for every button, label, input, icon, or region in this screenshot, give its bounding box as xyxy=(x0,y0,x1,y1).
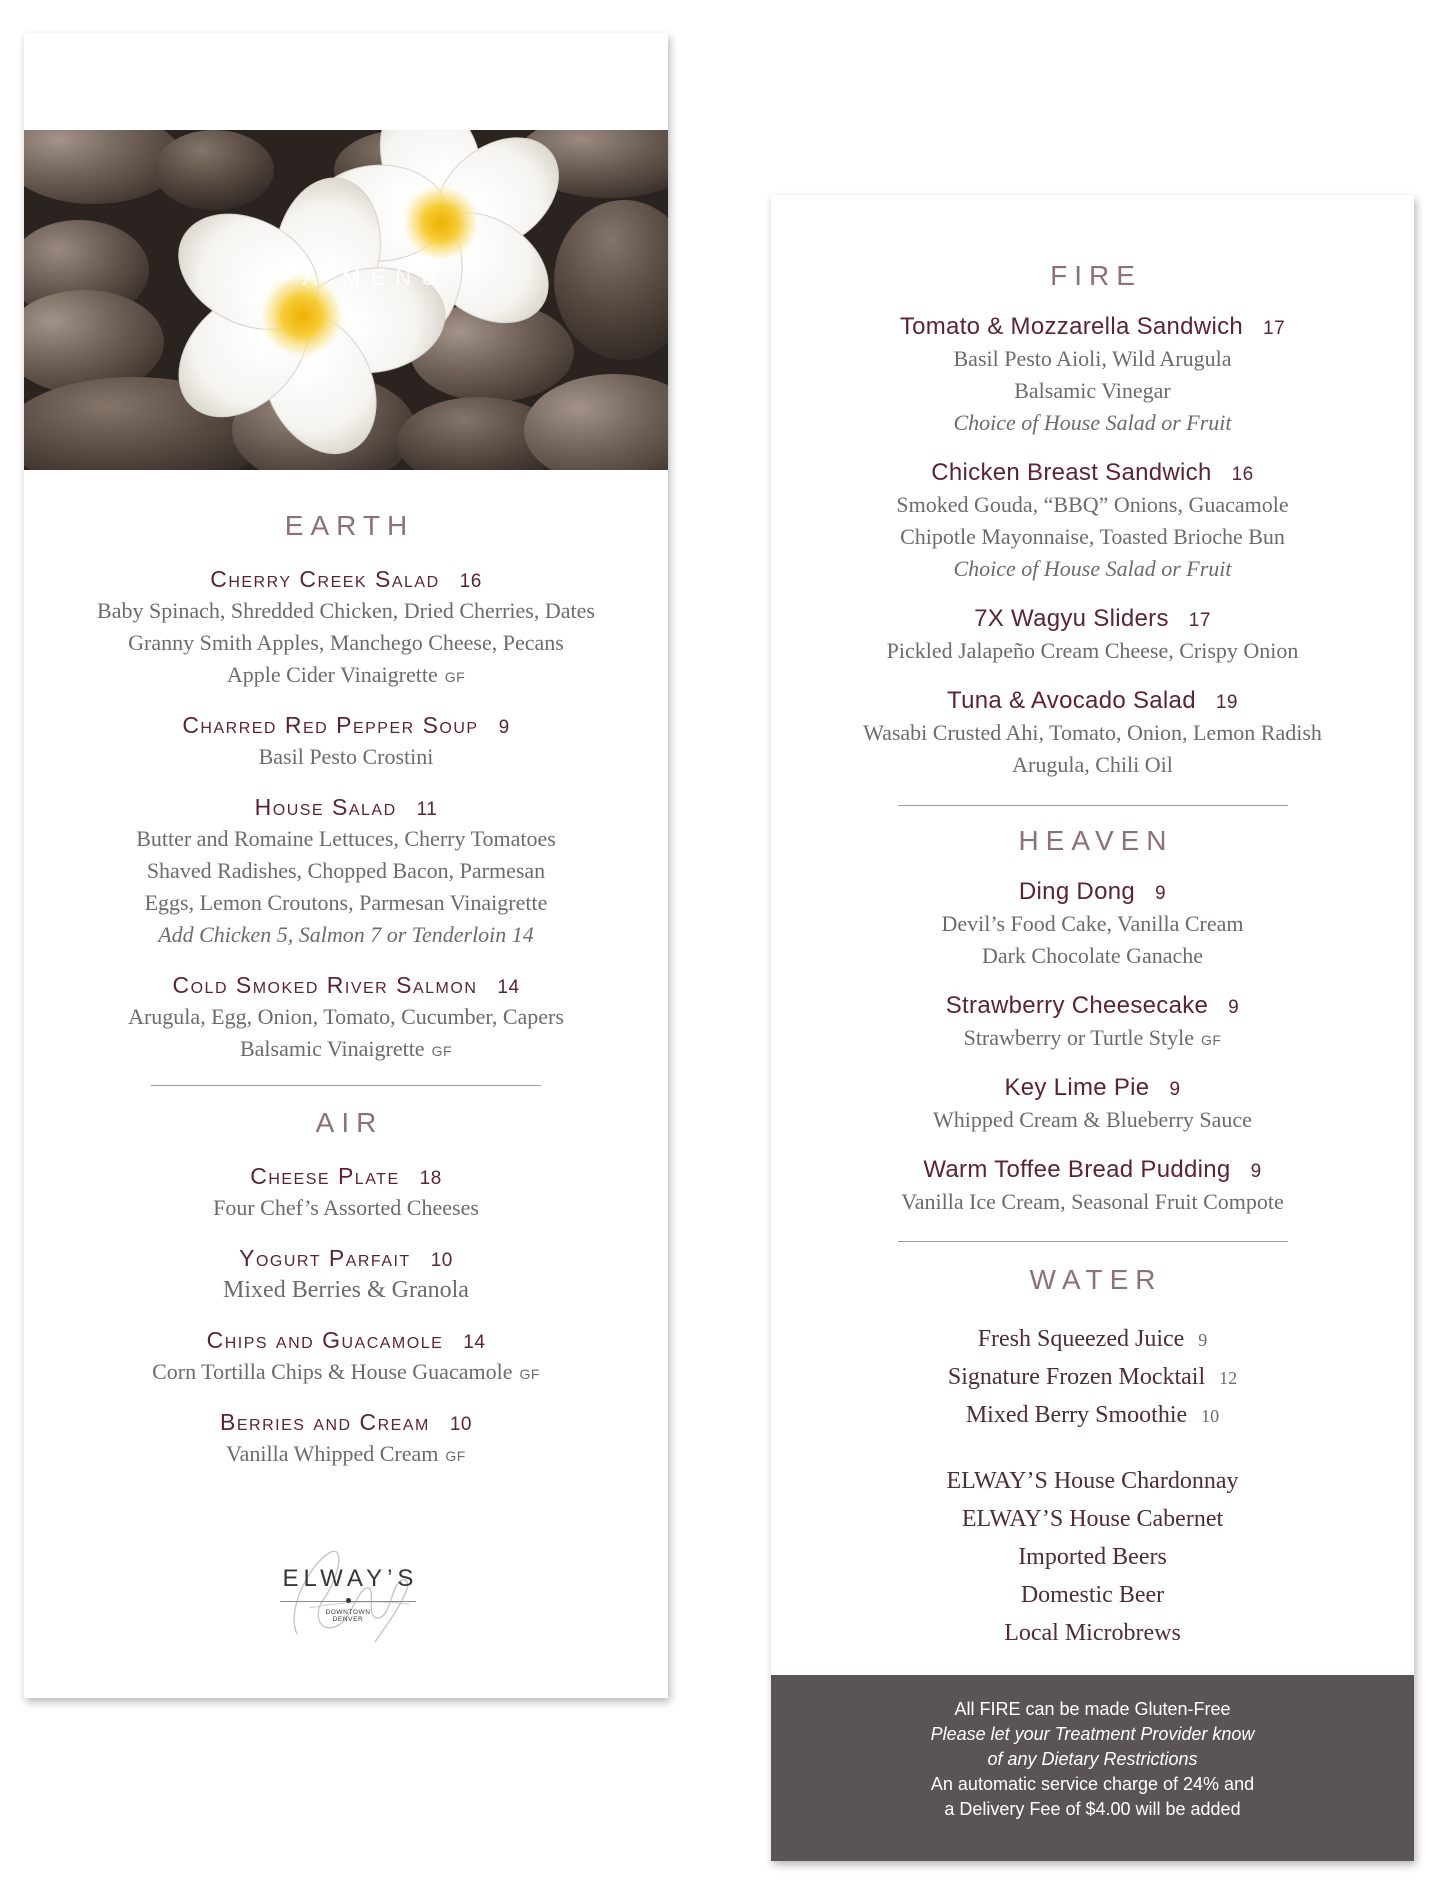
drink-item xyxy=(771,1320,1414,1358)
gf-tag: GF xyxy=(445,1448,466,1464)
menu-title: SPA MENU xyxy=(254,265,448,290)
elways-logo xyxy=(248,1538,448,1658)
item-note: Choice of House Salad or Fruit xyxy=(953,556,1232,581)
item-description: Four Chef’s Assorted Cheeses xyxy=(213,1195,479,1220)
item-name: Chicken Breast Sandwich xyxy=(931,459,1212,486)
logo-dot xyxy=(346,1598,351,1603)
item-title-line xyxy=(24,791,668,823)
item-price: 9 xyxy=(1250,1161,1262,1182)
section-heading: EARTH xyxy=(284,510,415,541)
item-title-line xyxy=(24,709,668,741)
menu-item xyxy=(24,563,668,691)
drink-price: 12 xyxy=(1219,1368,1238,1388)
item-name: Cherry Creek Salad xyxy=(210,566,440,592)
item-title-line xyxy=(771,990,1414,1022)
footer-line: Please let your Treatment Provider know xyxy=(930,1724,1255,1744)
drink-name: Fresh Squeezed Juice xyxy=(977,1326,1185,1352)
bar-item: Imported Beers xyxy=(1018,1544,1167,1570)
item-description-line xyxy=(24,1033,668,1065)
item-title-line xyxy=(771,311,1414,343)
item-description: Basil Pesto Aioli, Wild Arugula xyxy=(953,346,1232,371)
item-name: Tomato & Mozzarella Sandwich xyxy=(899,313,1244,340)
item-note: Add Chicken 5, Salmon 7 or Tenderloin 14 xyxy=(158,922,534,947)
item-title-line xyxy=(771,1072,1414,1104)
menu-item xyxy=(24,969,668,1065)
item-price: 9 xyxy=(1228,997,1240,1018)
item-name: Key Lime Pie xyxy=(1004,1074,1150,1101)
footer-line: All FIRE can be made Gluten-Free xyxy=(954,1699,1231,1719)
item-name: 7X Wagyu Sliders xyxy=(974,605,1169,632)
item-description: Wasabi Crusted Ahi, Tomato, Onion, Lemon Radish xyxy=(863,720,1322,745)
item-price: 18 xyxy=(419,1168,442,1189)
item-description: Dark Chocolate Ganache xyxy=(981,943,1204,968)
frangipani-stones-image xyxy=(24,130,668,470)
item-name: Cheese Plate xyxy=(250,1163,400,1189)
menu-section-water xyxy=(771,1260,1414,1652)
item-name: Yogurt Parfait xyxy=(239,1245,411,1271)
item-price: 16 xyxy=(459,571,482,592)
item-description: Granny Smith Apples, Manchego Cheese, Pecans xyxy=(128,630,564,655)
item-title-line xyxy=(771,457,1414,489)
logo-location-line-2: DENVER xyxy=(332,1616,364,1623)
gf-tag: GF xyxy=(444,669,466,685)
menu-item xyxy=(771,685,1414,781)
item-description: Pickled Jalapeño Cream Cheese, Crispy Onion xyxy=(886,638,1299,663)
dietary-notice-footer xyxy=(771,1675,1414,1861)
drink-list xyxy=(771,1320,1414,1434)
menu-section-fire xyxy=(771,256,1414,781)
drink-item xyxy=(771,1358,1414,1396)
item-title-line xyxy=(24,1242,668,1274)
item-description: Corn Tortilla Chips & House Guacamole xyxy=(152,1359,513,1384)
item-price: 9 xyxy=(1155,883,1167,904)
hero-photo xyxy=(24,130,668,470)
item-description: Devil’s Food Cake, Vanilla Cream xyxy=(941,911,1244,936)
item-description: Smoked Gouda, “BBQ” Onions, Guacamole xyxy=(896,492,1289,517)
item-description: Arugula, Egg, Onion, Tomato, Cucumber, Capers xyxy=(128,1004,564,1029)
item-price: 16 xyxy=(1231,464,1254,485)
item-description: Vanilla Whipped Cream xyxy=(226,1441,439,1466)
item-name: Ding Dong xyxy=(1018,878,1136,905)
item-name: Cold Smoked River Salmon xyxy=(172,972,478,998)
item-description-line xyxy=(771,1022,1414,1054)
item-title-line xyxy=(24,563,668,595)
item-title-line xyxy=(24,1406,668,1438)
item-description: Shaved Radishes, Chopped Bacon, Parmesan xyxy=(146,858,546,883)
item-description: Arugula, Chili Oil xyxy=(1012,752,1173,777)
right-menu-content xyxy=(771,256,1414,1652)
item-title-line xyxy=(771,603,1414,635)
bar-item: ELWAY’S House Chardonnay xyxy=(946,1468,1239,1494)
section-heading: WATER xyxy=(1029,1264,1163,1295)
item-description: Mixed Berries & Granola xyxy=(223,1277,469,1303)
item-description: Chipotle Mayonnaise, Toasted Brioche Bun xyxy=(900,524,1285,549)
menu-item xyxy=(771,457,1414,585)
item-price: 10 xyxy=(430,1250,453,1271)
gf-tag: GF xyxy=(519,1366,540,1382)
item-name: Chips and Guacamole xyxy=(206,1327,444,1353)
item-description: Vanilla Ice Cream, Seasonal Fruit Compote xyxy=(901,1189,1284,1214)
item-name: Charred Red Pepper Soup xyxy=(182,712,479,738)
item-description: Baby Spinach, Shredded Chicken, Dried Cherries, Dates xyxy=(97,598,595,623)
menu-item xyxy=(24,1406,668,1470)
menu-item xyxy=(24,1160,668,1224)
gf-tag: GF xyxy=(1200,1032,1222,1048)
menu-item xyxy=(771,876,1414,972)
footer-line: a Delivery Fee of $4.00 will be added xyxy=(944,1799,1241,1819)
item-name: Strawberry Cheesecake xyxy=(945,992,1209,1019)
menu-section-air xyxy=(24,1103,668,1470)
item-title-line xyxy=(24,1324,668,1356)
item-name: House Salad xyxy=(254,794,397,820)
bar-list xyxy=(771,1462,1414,1652)
item-price: 19 xyxy=(1215,692,1238,713)
left-menu-content xyxy=(24,506,668,1470)
item-description: Balsamic Vinegar xyxy=(1014,378,1171,403)
section-divider xyxy=(898,1241,1288,1242)
logo-brand: ELWAY’S xyxy=(282,1565,419,1592)
menu-item xyxy=(771,990,1414,1054)
item-title-line xyxy=(24,1160,668,1192)
bar-item: Local Microbrews xyxy=(1004,1620,1181,1646)
item-description-line xyxy=(24,659,668,691)
item-description: Balsamic Vinaigrette xyxy=(239,1036,425,1061)
section-divider xyxy=(151,1085,541,1086)
menu-section-heaven xyxy=(771,821,1414,1218)
item-price: 11 xyxy=(416,799,438,820)
menu-item xyxy=(771,1072,1414,1136)
spa-menu-card-front xyxy=(24,33,668,1698)
menu-item xyxy=(24,1324,668,1388)
section-heading: AIR xyxy=(315,1107,384,1138)
item-description-line xyxy=(24,1438,668,1470)
item-note: Choice of House Salad or Fruit xyxy=(953,410,1232,435)
item-description: Basil Pesto Crostini xyxy=(258,744,434,769)
menu-item xyxy=(24,791,668,951)
item-price: 10 xyxy=(449,1414,472,1435)
menu-item xyxy=(24,1242,668,1306)
item-description: Strawberry or Turtle Style xyxy=(963,1025,1194,1050)
item-description: Apple Cider Vinaigrette xyxy=(226,662,438,687)
bar-item: ELWAY’S House Cabernet xyxy=(961,1506,1224,1532)
item-name: Warm Toffee Bread Pudding xyxy=(923,1156,1231,1183)
item-price: 17 xyxy=(1263,318,1286,339)
drink-price: 10 xyxy=(1201,1406,1220,1426)
item-title-line xyxy=(771,1154,1414,1186)
spa-menu-card-back xyxy=(771,195,1414,1861)
drink-name: Mixed Berry Smoothie xyxy=(965,1402,1188,1428)
item-price: 14 xyxy=(463,1332,486,1353)
item-description-line xyxy=(24,1356,668,1388)
item-description: Whipped Cream & Blueberry Sauce xyxy=(933,1107,1252,1132)
item-title-line xyxy=(24,969,668,1001)
menu-item xyxy=(771,311,1414,439)
item-price: 9 xyxy=(1169,1079,1181,1100)
menu-item xyxy=(771,603,1414,667)
section-heading: FIRE xyxy=(1050,260,1142,291)
bar-item: Domestic Beer xyxy=(1020,1582,1165,1608)
item-name: Berries and Cream xyxy=(220,1409,430,1435)
item-title-line xyxy=(771,876,1414,908)
drink-item xyxy=(771,1396,1414,1434)
item-name: Tuna & Avocado Salad xyxy=(947,687,1196,714)
item-price: 17 xyxy=(1188,610,1211,631)
menu-item xyxy=(771,1154,1414,1218)
section-heading: HEAVEN xyxy=(1018,825,1174,856)
drink-price: 9 xyxy=(1198,1330,1208,1350)
logo-location-line-1: DOWNTOWN xyxy=(325,1609,371,1616)
gf-tag: GF xyxy=(431,1043,453,1059)
signature-flourish xyxy=(279,1538,419,1648)
menu-item xyxy=(24,709,668,773)
footer-line: An automatic service charge of 24% and xyxy=(930,1774,1255,1794)
item-description: Eggs, Lemon Croutons, Parmesan Vinaigrette xyxy=(144,890,548,915)
item-price: 14 xyxy=(497,977,520,998)
footer-line: of any Dietary Restrictions xyxy=(987,1749,1198,1769)
section-divider xyxy=(898,805,1288,806)
item-price: 9 xyxy=(498,717,510,738)
item-title-line xyxy=(771,685,1414,717)
drink-name: Signature Frozen Mocktail xyxy=(947,1364,1206,1390)
item-description: Butter and Romaine Lettuces, Cherry Tomatoes xyxy=(136,826,556,851)
menu-section-earth xyxy=(24,506,668,1065)
